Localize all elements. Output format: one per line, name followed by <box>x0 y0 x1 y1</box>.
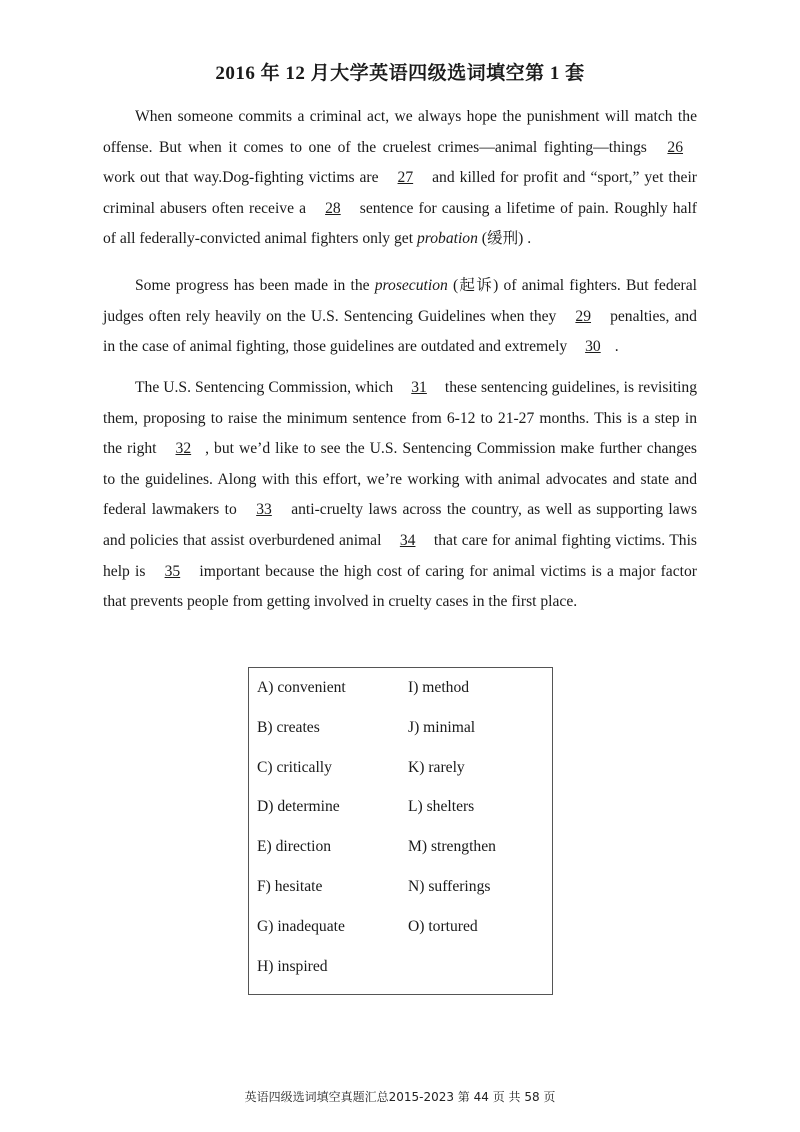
text-segment: The U.S. Sentencing Commission, which <box>135 379 394 396</box>
text-segment: penalties, and in the case of animal fighting, those guidelines are outdated and extremely <box>103 307 697 356</box>
text-segment: . <box>614 338 619 356</box>
text-segment: , but we’d like to see the U.S. Sentencing Commission make further changes to the guidelines. Along with this effort, we’re working with animal advocates and state and federal lawmakers to <box>103 440 697 519</box>
text-segment: work out that way.Dog-fighting victims are <box>103 169 379 187</box>
option-c: C) critically <box>257 758 332 776</box>
blank-31: 31 <box>411 379 427 396</box>
text-segment: When someone commits a criminal act, we always hope the punishment will match the offense. But when it comes to one of the cruelest crimes—animal fighting—things <box>103 108 697 156</box>
blank-35: 35 <box>164 562 181 580</box>
page-title: 2016 年 12 月大学英语四级选词填空第 1 套 <box>215 63 585 84</box>
option-a: A) convenient <box>257 679 346 696</box>
option-g: G) inadequate <box>257 917 345 935</box>
option-i: I) method <box>408 679 470 696</box>
italic-term: probation <box>416 230 478 248</box>
word-bank-left-column <box>257 676 346 994</box>
italic-term: prosecution <box>374 277 448 294</box>
paragraph-1 <box>103 102 697 255</box>
option-n: N) sufferings <box>408 877 491 895</box>
blank-30: 30 <box>585 338 601 356</box>
text-segment: that care for animal fighting victims. This help is <box>103 531 697 580</box>
text-segment: sentence for causing a lifetime of pain. Roughly half of all federally-convicted animal fighters only get <box>103 199 697 248</box>
option-o: O) tortured <box>408 917 478 935</box>
option-h: H) inspired <box>257 957 328 975</box>
word-bank-right-column <box>408 676 496 955</box>
blank-29: 29 <box>575 307 592 325</box>
option-d: D) determine <box>257 798 340 816</box>
text-segment: important because the high cost of caring for animal victims is a major factor that prevents people from getting involved in cruelty cases in the first place. <box>103 562 697 611</box>
blank-34: 34 <box>399 531 416 549</box>
option-l: L) shelters <box>408 798 475 816</box>
option-e: E) direction <box>257 838 332 856</box>
option-b: B) creates <box>257 718 320 736</box>
blank-32: 32 <box>175 440 192 458</box>
text-segment: these sentencing guidelines, is revisiting them, proposing to raise the minimum sentence from 6-12 to 21-27 months. This is a step in the right <box>103 379 697 458</box>
page-footer: 英语四级选词填空真题汇总2015-2023 第 44 页 共 58 页 <box>244 1090 556 1104</box>
text-segment: (缓刑) . <box>481 230 532 248</box>
option-f: F) hesitate <box>257 877 323 895</box>
text-segment: Some progress has been made in the <box>135 277 370 294</box>
paragraph-2 <box>103 271 697 363</box>
text-segment: and killed for profit and “sport,” yet their criminal abusers often receive a <box>103 169 697 217</box>
blank-26: 26 <box>667 138 684 156</box>
option-j: J) minimal <box>408 718 476 736</box>
blank-33: 33 <box>256 501 272 519</box>
paragraph-3 <box>103 373 697 618</box>
word-bank <box>248 667 553 995</box>
option-m: M) strengthen <box>408 838 496 856</box>
option-k: K) rarely <box>408 758 465 776</box>
blank-28: 28 <box>325 199 341 217</box>
text-segment: anti-cruelty laws across the country, as well as supporting laws and policies that assist overburdened animal <box>103 501 698 549</box>
blank-27: 27 <box>397 169 414 187</box>
text-segment: (起诉) of animal fighters. But federal judges often rely heavily on the U.S. Sentencing Guidelines when they <box>103 277 697 325</box>
